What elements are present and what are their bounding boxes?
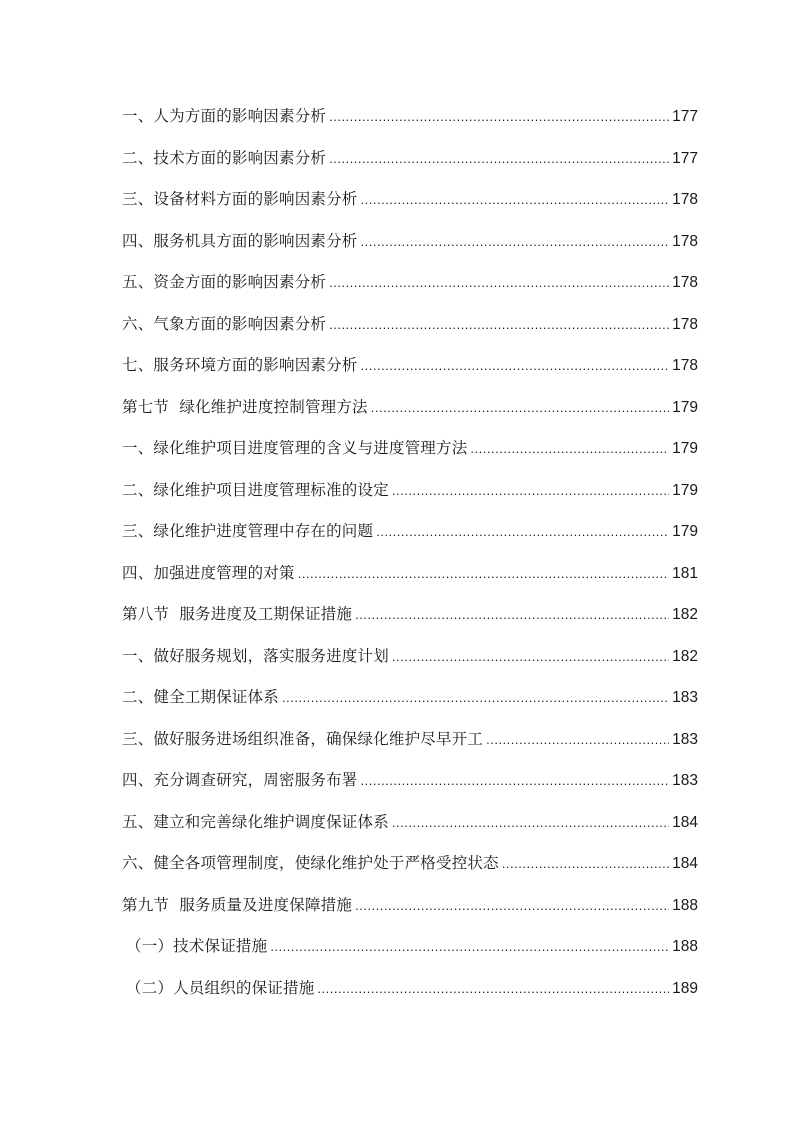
toc-page-number: 178 — [672, 357, 698, 374]
toc-entry[interactable] — [122, 636, 698, 678]
toc-entry[interactable] — [122, 926, 698, 968]
toc-entry-title: 二、技术方面的影响因素分析 — [122, 148, 327, 167]
toc-dot-leader — [329, 304, 669, 346]
toc-entry-title: 第八节 服务进度及工期保证措施 — [122, 605, 353, 623]
toc-entry-title: 五、建立和完善绿化维护调度保证体系 — [122, 812, 389, 831]
toc-page-number: 182 — [672, 606, 698, 623]
toc-entry-title: 三、做好服务进场组织准备，确保绿化维护尽早开工 — [122, 729, 484, 748]
toc-dot-leader — [470, 428, 669, 470]
toc-page-number: 188 — [672, 938, 698, 955]
toc-entry[interactable] — [122, 304, 698, 346]
toc-dot-leader — [361, 179, 670, 221]
toc-page-number: 177 — [672, 108, 698, 125]
toc-entry[interactable] — [122, 719, 698, 761]
toc-entry-title: 三、绿化维护进度管理中存在的问题 — [122, 522, 374, 540]
toc-dot-leader — [329, 96, 669, 138]
toc-entry-title: 六、健全各项管理制度，使绿化维护处于严格受控状态 — [122, 854, 499, 872]
toc-page-number: 179 — [672, 523, 698, 540]
toc-entry[interactable] — [122, 221, 698, 263]
toc-page-number: 189 — [672, 979, 698, 997]
toc-entry-title: 二、健全工期保证体系 — [122, 688, 280, 706]
toc-page-number: 179 — [672, 398, 698, 416]
toc-entry-title: 二、绿化维护项目进度管理标准的设定 — [122, 480, 389, 499]
toc-entry[interactable] — [122, 553, 698, 595]
toc-page-number: 184 — [672, 813, 698, 831]
toc-entry[interactable] — [122, 511, 698, 553]
toc-dot-leader — [486, 719, 669, 761]
toc-section-entry[interactable] — [122, 387, 698, 429]
toc-entry-title: 五、资金方面的影响因素分析 — [122, 273, 327, 291]
toc-dot-leader — [392, 802, 669, 844]
toc-dot-leader — [502, 843, 669, 885]
toc-entry-title: 四、加强进度管理的对策 — [122, 563, 295, 582]
toc-dot-leader — [392, 636, 669, 678]
toc-entry-title: 第九节 服务质量及进度保障措施 — [122, 895, 353, 914]
toc-entry-title: （一）技术保证措施 — [126, 937, 268, 955]
toc-entry-title: 一、绿化维护项目进度管理的含义与进度管理方法 — [122, 439, 468, 457]
toc-dot-leader — [282, 677, 669, 719]
toc-page-number: 182 — [672, 647, 698, 665]
toc-page-number: 183 — [672, 772, 698, 789]
toc-entry[interactable] — [122, 179, 698, 221]
toc-entry[interactable] — [122, 760, 698, 802]
toc-page-number: 179 — [672, 481, 698, 499]
toc-dot-leader — [329, 138, 669, 180]
toc-entry[interactable] — [122, 802, 698, 844]
toc-entry-title: 四、服务机具方面的影响因素分析 — [122, 231, 358, 250]
toc-dot-leader — [361, 221, 670, 263]
toc-dot-leader — [355, 885, 669, 927]
toc-page-number: 177 — [672, 149, 698, 167]
toc-entry-title: （二）人员组织的保证措施 — [126, 978, 315, 997]
toc-dot-leader — [329, 262, 669, 304]
toc-page-number: 181 — [672, 564, 698, 582]
toc-dot-leader — [361, 760, 670, 802]
toc-entry-title: 七、服务环境方面的影响因素分析 — [122, 356, 358, 374]
toc-page-number: 188 — [672, 896, 698, 914]
toc-entry[interactable] — [122, 96, 698, 138]
toc-dot-leader — [371, 387, 669, 429]
toc-entry-title: 一、人为方面的影响因素分析 — [122, 107, 327, 125]
toc-entry[interactable] — [122, 345, 698, 387]
toc-entry-title: 一、做好服务规划，落实服务进度计划 — [122, 646, 389, 665]
toc-page-number: 184 — [672, 855, 698, 872]
table-of-contents — [122, 96, 698, 1009]
toc-page-number: 183 — [672, 730, 698, 748]
toc-entry[interactable] — [122, 262, 698, 304]
toc-dot-leader — [392, 470, 669, 512]
toc-entry[interactable] — [122, 428, 698, 470]
toc-entry-title: 六、气象方面的影响因素分析 — [122, 314, 327, 333]
toc-page-number: 179 — [672, 440, 698, 457]
toc-page-number: 178 — [672, 232, 698, 250]
toc-entry[interactable] — [122, 843, 698, 885]
toc-page-number: 183 — [672, 689, 698, 706]
toc-dot-leader — [355, 594, 669, 636]
toc-entry-title: 第七节 绿化维护进度控制管理方法 — [122, 397, 368, 416]
toc-entry-title: 四、充分调查研究，周密服务布署 — [122, 771, 358, 789]
toc-page-number: 178 — [672, 191, 698, 208]
toc-dot-leader — [317, 968, 669, 1010]
toc-dot-leader — [361, 345, 670, 387]
toc-entry[interactable] — [122, 677, 698, 719]
toc-section-entry[interactable] — [122, 885, 698, 927]
toc-entry[interactable] — [122, 470, 698, 512]
toc-section-entry[interactable] — [122, 594, 698, 636]
toc-entry[interactable] — [122, 968, 698, 1010]
toc-entry[interactable] — [122, 138, 698, 180]
toc-entry-title: 三、设备材料方面的影响因素分析 — [122, 190, 358, 208]
toc-dot-leader — [376, 511, 669, 553]
toc-dot-leader — [270, 926, 669, 968]
toc-page-number: 178 — [672, 274, 698, 291]
toc-dot-leader — [298, 553, 669, 595]
toc-page-number: 178 — [672, 315, 698, 333]
